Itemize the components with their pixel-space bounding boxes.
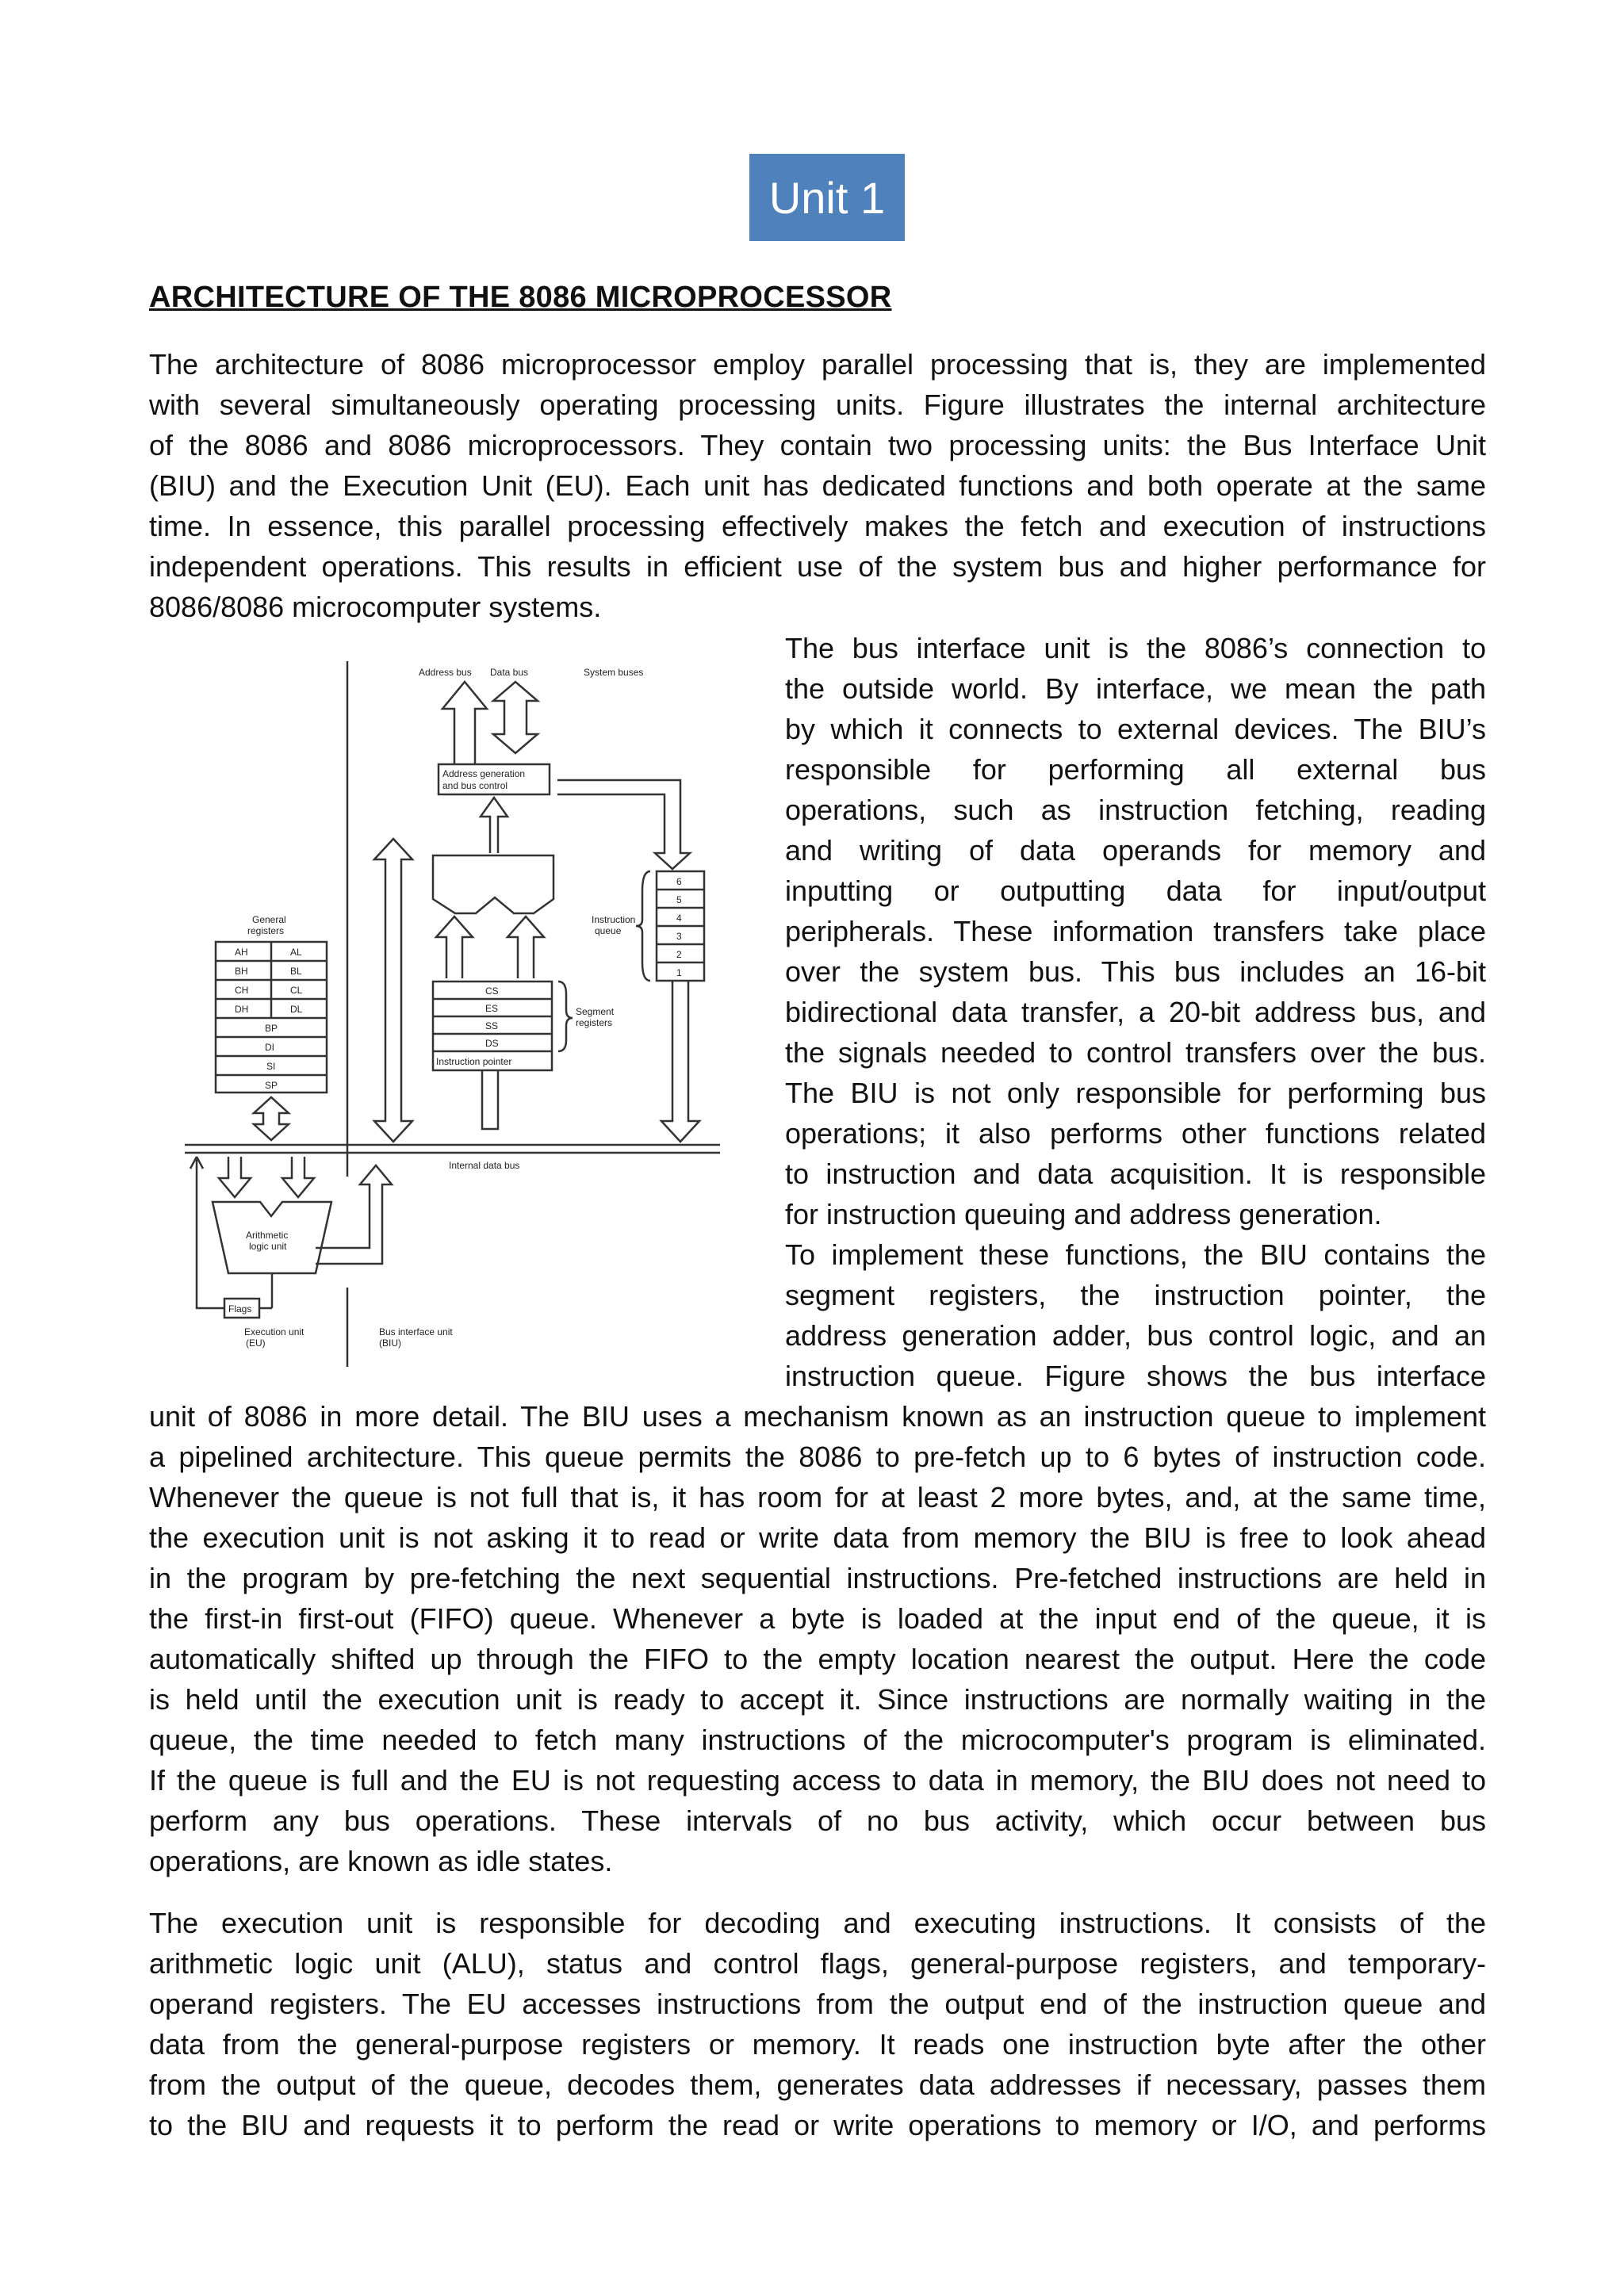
text-line: and writing of data operands for memory and bbox=[785, 834, 1486, 867]
seg-ds: DS bbox=[485, 1038, 499, 1049]
center-bus-arrow bbox=[374, 839, 412, 1142]
segment-registers-label: registers bbox=[576, 1017, 613, 1028]
text-line: data from the general-purpose registers or memory. It reads one instruction byte after the other bbox=[149, 2028, 1486, 2061]
queue-label: queue bbox=[595, 925, 622, 936]
text-line: to the BIU and requests it to perform the read or write operations to memory or I/O, and performs bbox=[149, 2109, 1486, 2141]
seg-cs: CS bbox=[485, 985, 499, 997]
text-line: The bus interface unit is the 8086’s connection to bbox=[785, 632, 1486, 664]
text-line: the execution unit is not asking it to read or write data from memory the BIU is free to look ahead bbox=[149, 1521, 1486, 1554]
text-line: the outside world. By interface, we mean the path bbox=[785, 672, 1486, 705]
fetch-path-arrow bbox=[557, 780, 690, 869]
text-line: The BIU is not only responsible for performing bus bbox=[785, 1077, 1486, 1109]
data-bus-label: Data bus bbox=[490, 667, 529, 678]
reg-si: SI bbox=[266, 1061, 276, 1072]
address-bus-label: Address bus bbox=[419, 667, 472, 678]
reg-cl: CL bbox=[290, 985, 303, 996]
alu-input-arrow bbox=[282, 1157, 314, 1197]
intro-paragraph bbox=[149, 344, 1486, 627]
adder-output-arrow bbox=[481, 798, 508, 853]
biu-side-paragraph bbox=[785, 628, 1486, 1396]
internal-bus-label: Internal data bus bbox=[449, 1160, 520, 1171]
text-line: address generation adder, bus control logic, and an bbox=[785, 1319, 1486, 1352]
general-label: General bbox=[252, 914, 286, 925]
segment-to-adder-arrow bbox=[436, 916, 473, 978]
diagram-labels bbox=[228, 667, 682, 1349]
text-line: to instruction and data acquisition. It is responsible bbox=[785, 1158, 1486, 1190]
text-line: responsible for performing all external bus bbox=[785, 753, 1486, 786]
text-line: operations, are known as idle states. bbox=[149, 1845, 613, 1877]
reg-dh: DH bbox=[235, 1004, 249, 1015]
execution-unit-paragraph bbox=[149, 1903, 1486, 2145]
text-line: operand registers. The EU accesses instructions from the output end of the instruction queue and bbox=[149, 1988, 1486, 2020]
seg-ss: SS bbox=[485, 1020, 499, 1031]
reg-sp: SP bbox=[265, 1080, 278, 1091]
instruction-queue-label: Instruction bbox=[592, 914, 636, 925]
reg-bp: BP bbox=[265, 1023, 278, 1034]
data-bus-arrow bbox=[493, 682, 538, 753]
reg-di: DI bbox=[265, 1042, 274, 1053]
text-line: instruction queue. Figure shows the bus interface bbox=[785, 1360, 1486, 1392]
text-line: segment registers, the instruction pointer, the bbox=[785, 1279, 1486, 1311]
text-line: is held until the execution unit is ready to accept it. Since instructions are normally waiting in the bbox=[149, 1683, 1486, 1716]
ip-to-adder-arrow bbox=[508, 916, 544, 978]
flags-label: Flags bbox=[228, 1303, 252, 1314]
text-line: from the output of the queue, decodes them, generates data addresses if necessary, passes them bbox=[149, 2068, 1486, 2101]
alu-label-1: Arithmetic bbox=[246, 1230, 289, 1241]
registers-label: registers bbox=[247, 925, 285, 936]
text-line: by which it connects to external devices. The BIU’s bbox=[785, 713, 1486, 745]
adder-trapezoid bbox=[433, 855, 553, 913]
text-line: time. In essence, this parallel processing effectively makes the fetch and execution of instructions bbox=[149, 510, 1486, 542]
text-line: a pipelined architecture. This queue permits the 8086 to pre-fetch up to 6 bytes of instruction code. bbox=[149, 1441, 1486, 1473]
reg-bh: BH bbox=[235, 966, 248, 977]
registers-bus-arrow bbox=[254, 1097, 289, 1140]
text-line: queue, the time needed to fetch many instructions of the microcomputer's program is eliminated. bbox=[149, 1724, 1486, 1756]
text-line: in the program by pre-fetching the next sequential instructions. Pre-fetched instructions are held in bbox=[149, 1562, 1486, 1594]
text-line: the signals needed to control transfers over the bus. bbox=[785, 1036, 1486, 1069]
queue-slot-4: 4 bbox=[676, 913, 682, 924]
text-line: arithmetic logic unit (ALU), status and control flags, general-purpose registers, and temporary- bbox=[149, 1947, 1486, 1980]
text-line: peripherals. These information transfers take place bbox=[785, 915, 1486, 947]
bus-control-label: and bus control bbox=[442, 780, 508, 791]
biu-abbrev-label: (BIU) bbox=[379, 1337, 401, 1349]
alu-label-2: logic unit bbox=[249, 1241, 287, 1252]
text-line: The execution unit is responsible for decoding and executing instructions. It consists of the bbox=[149, 1907, 1486, 1939]
queue-brace bbox=[636, 871, 650, 981]
queue-slot-6: 6 bbox=[676, 876, 682, 887]
text-line: of the 8086 and 8086 microprocessors. They contain two processing units: the Bus Interface Unit bbox=[149, 429, 1486, 461]
architecture-diagram bbox=[181, 661, 728, 1367]
text-line: over the system bus. This bus includes an 16-bit bbox=[785, 955, 1486, 988]
queue-slot-5: 5 bbox=[676, 894, 682, 905]
bus-interface-unit-label: Bus interface unit bbox=[379, 1326, 453, 1337]
text-line: (BIU) and the Execution Unit (EU). Each unit has dedicated functions and both operate at the same bbox=[149, 469, 1486, 502]
reg-ah: AH bbox=[235, 947, 248, 958]
text-line: automatically shifted up through the FIFO to the empty location nearest the output. Here the code bbox=[149, 1643, 1486, 1675]
text-line: To implement these functions, the BIU contains the bbox=[785, 1238, 1486, 1271]
alu-input-arrow bbox=[219, 1157, 251, 1197]
eu-abbrev-label: (EU) bbox=[246, 1337, 266, 1349]
text-line: Whenever the queue is not full that is, it has room for at least 2 more bytes, and, at the same time, bbox=[149, 1481, 1486, 1513]
queue-slot-2: 2 bbox=[676, 949, 682, 960]
reg-al: AL bbox=[290, 947, 302, 958]
section-heading: ARCHITECTURE OF THE 8086 MICROPROCESSOR bbox=[149, 281, 892, 314]
reg-ch: CH bbox=[235, 985, 249, 996]
instruction-pointer-label: Instruction pointer bbox=[436, 1056, 512, 1067]
queue-slot-3: 3 bbox=[676, 931, 682, 942]
text-line: The architecture of 8086 microprocessor employ parallel processing that is, they are implemented bbox=[149, 348, 1486, 381]
seg-es: ES bbox=[485, 1003, 499, 1014]
text-line: If the queue is full and the EU is not requesting access to data in memory, the BIU does not need to bbox=[149, 1764, 1486, 1797]
text-line: independent operations. This results in efficient use of the system bus and higher performance for bbox=[149, 550, 1486, 583]
address-generation-label: Address generation bbox=[442, 768, 526, 779]
address-bus-arrow bbox=[442, 682, 487, 764]
system-buses-label: System buses bbox=[584, 667, 644, 678]
execution-unit-label: Execution unit bbox=[244, 1326, 304, 1337]
text-line: with several simultaneously operating processing units. Figure illustrates the internal architecture bbox=[149, 388, 1486, 421]
text-line: 8086/8086 microcomputer systems. bbox=[149, 591, 602, 623]
queue-paragraph bbox=[149, 1396, 1486, 1881]
reg-bl: BL bbox=[290, 966, 302, 977]
segment-brace bbox=[558, 982, 573, 1051]
text-line: the first-in first-out (FIFO) queue. Whenever a byte is loaded at the input end of the queue, it is bbox=[149, 1602, 1486, 1635]
segment-label: Segment bbox=[576, 1006, 615, 1017]
unit-title-badge: Unit 1 bbox=[749, 154, 905, 241]
alu-output-arrow bbox=[316, 1165, 392, 1264]
text-line: operations; it also performs other functions related bbox=[785, 1117, 1486, 1150]
text-line: bidirectional data transfer, a 20-bit address bus, and bbox=[785, 996, 1486, 1028]
text-line: unit of 8086 in more detail. The BIU uses a mechanism known as an instruction queue to implement bbox=[149, 1400, 1486, 1433]
text-line: for instruction queuing and address generation. bbox=[785, 1198, 1382, 1230]
queue-output-arrow bbox=[661, 981, 699, 1142]
text-line: operations, such as instruction fetching, reading bbox=[785, 794, 1486, 826]
text-line: perform any bus operations. These intervals of no bus activity, which occur between bus bbox=[149, 1804, 1486, 1837]
segment-bus-link bbox=[482, 1070, 498, 1129]
queue-slot-1: 1 bbox=[676, 967, 682, 978]
text-line: inputting or outputting data for input/output bbox=[785, 874, 1486, 907]
reg-dl: DL bbox=[290, 1004, 303, 1015]
